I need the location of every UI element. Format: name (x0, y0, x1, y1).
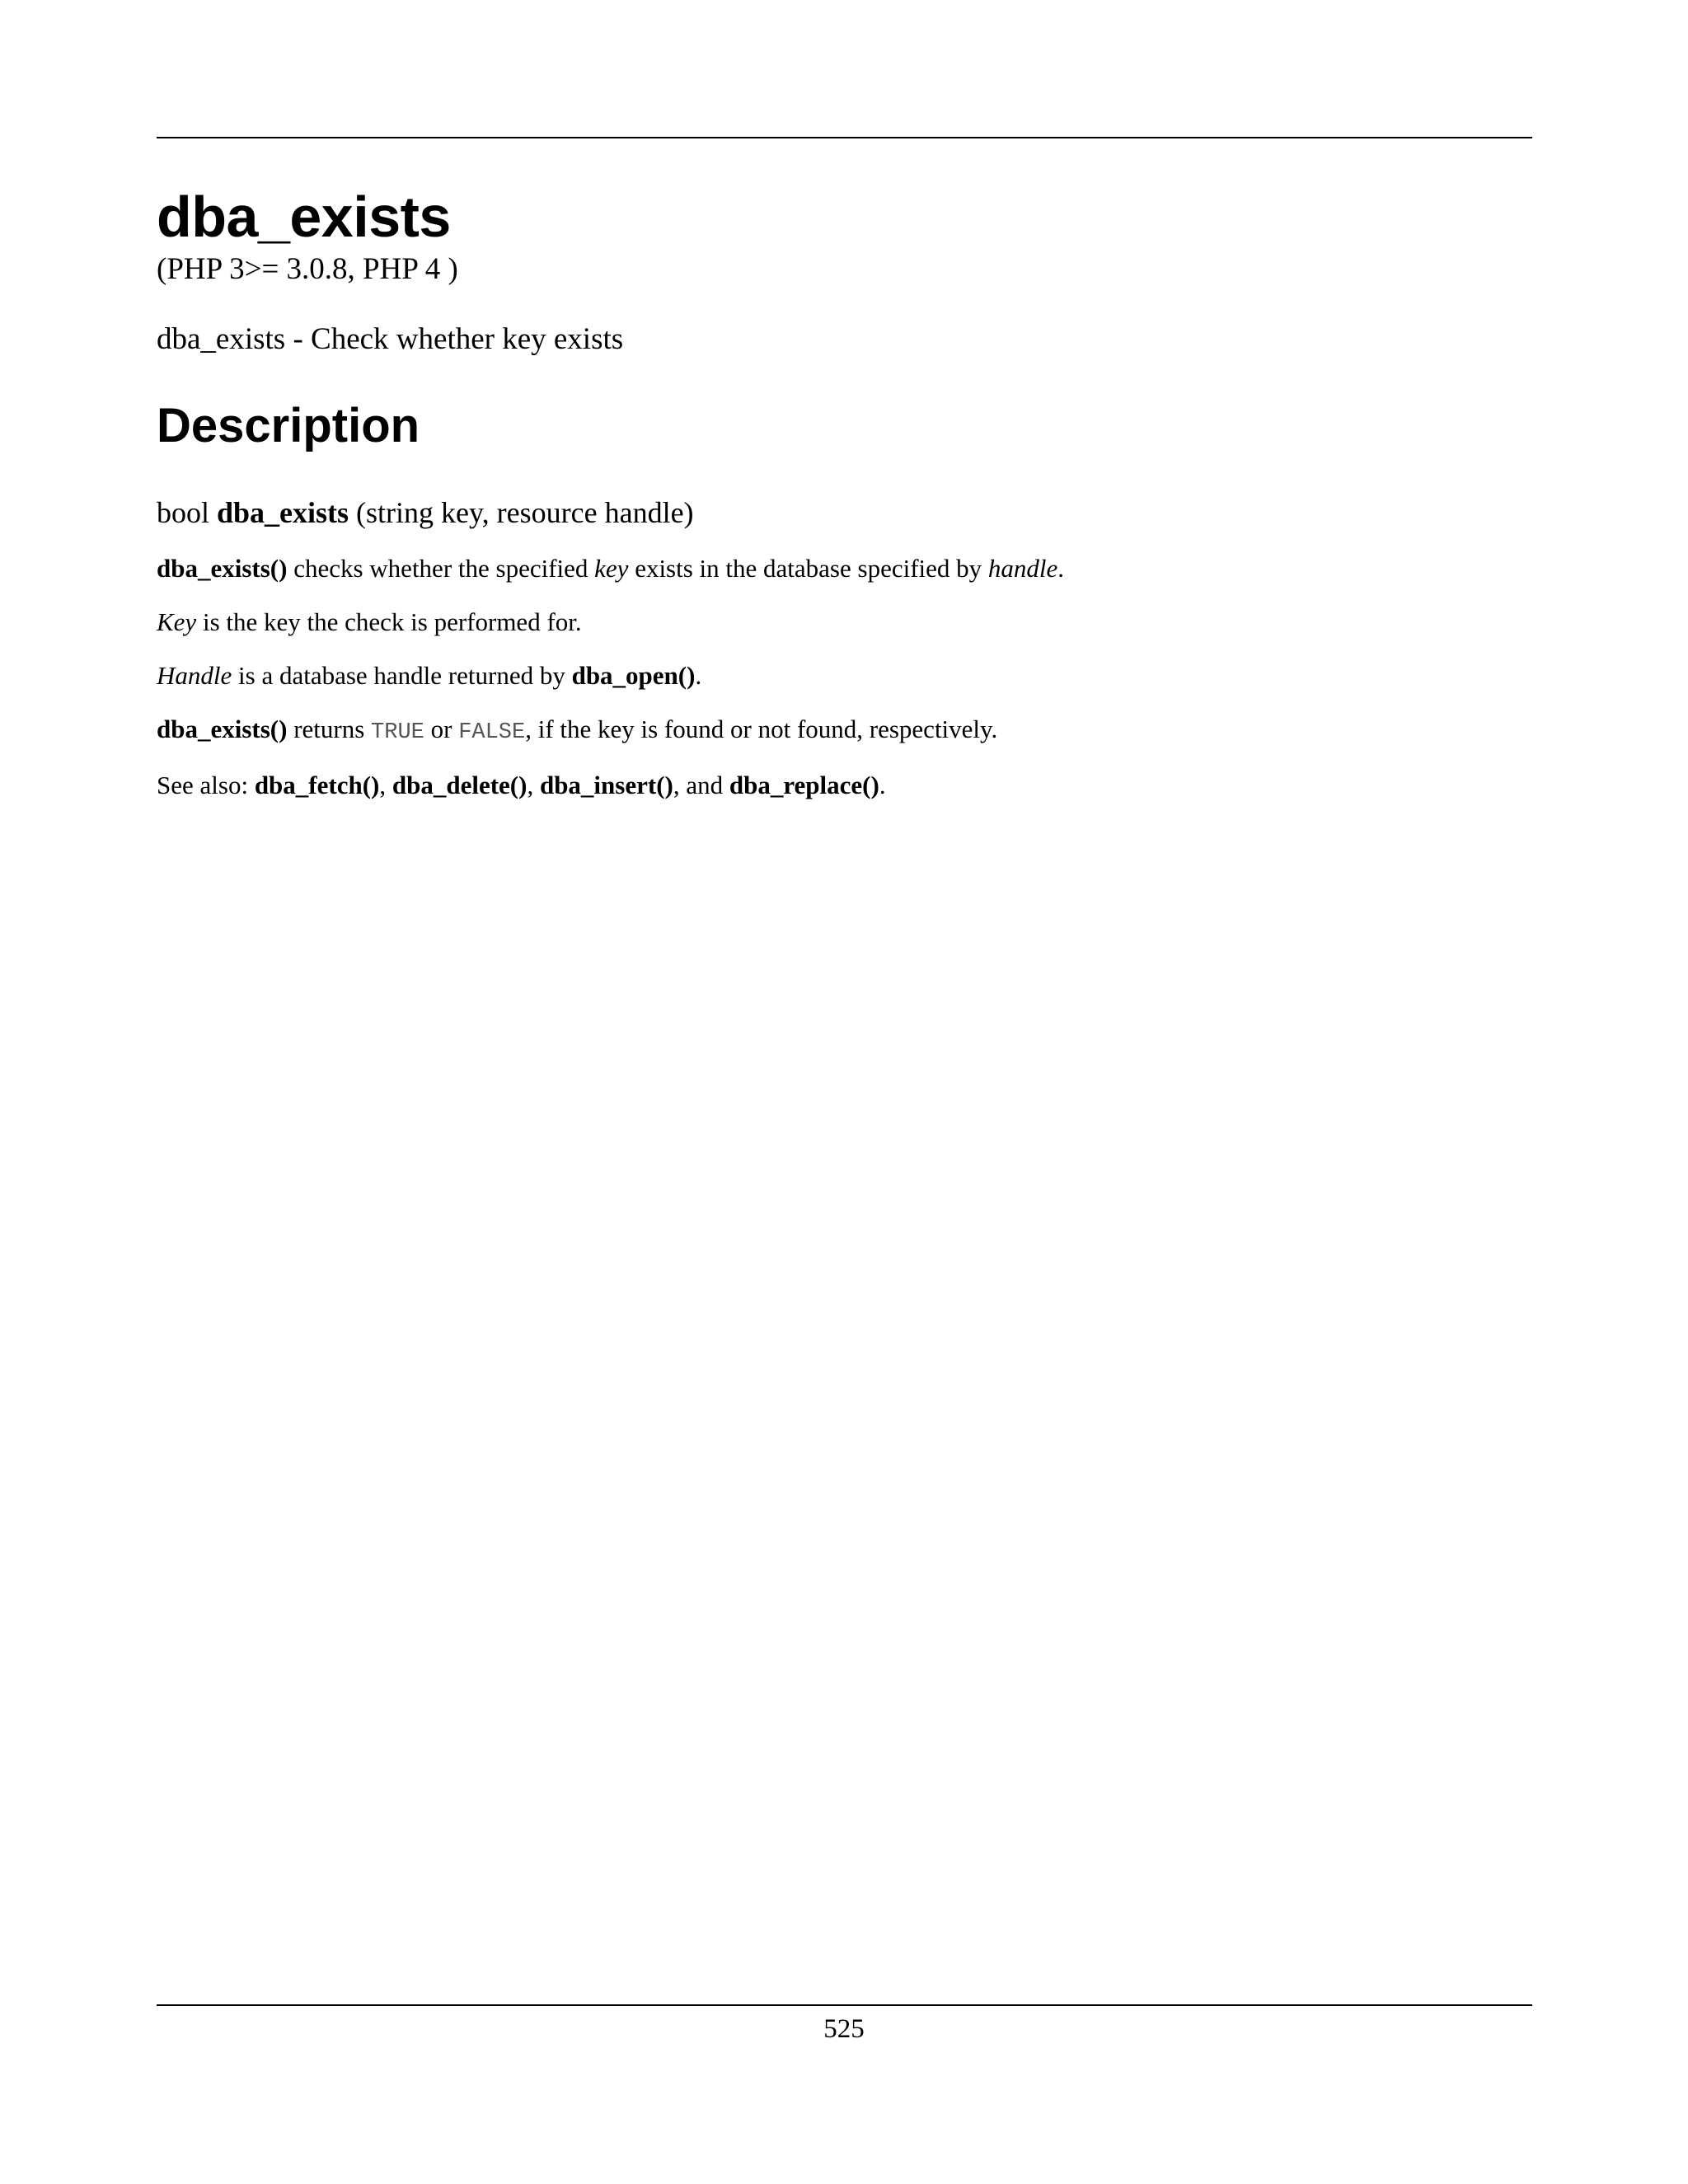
link-dba-delete[interactable]: dba_delete() (392, 771, 528, 799)
paragraph-text: . (1057, 554, 1065, 583)
link-dba-replace[interactable]: dba_replace() (729, 771, 879, 799)
manual-entry (157, 185, 1532, 799)
paragraph-text: is a database handle returned by (232, 661, 572, 690)
paragraph-text: or (424, 715, 459, 743)
footer-rule (157, 2004, 1532, 2006)
function-synopsis (157, 498, 1532, 527)
link-dba-open[interactable]: dba_open() (571, 661, 696, 690)
link-dba-insert[interactable]: dba_insert() (539, 771, 673, 799)
see-also-paragraph (157, 772, 1532, 798)
param-handle-term: Handle (157, 661, 232, 690)
version-info: (PHP 3>= 3.0.8, PHP 4 ) (157, 252, 458, 286)
paragraph-text: exists in the database specified by (628, 554, 988, 583)
section-title-description: Description (157, 399, 420, 452)
synopsis-params: (string key, resource handle) (356, 496, 694, 529)
paragraph-text: , if the key is found or not found, respectively. (525, 715, 998, 743)
param-handle: handle (987, 554, 1058, 583)
description-paragraph (157, 555, 1532, 581)
return-paragraph (157, 716, 1532, 744)
constant-true: TRUE (371, 720, 424, 745)
param-key-term: Key (157, 607, 197, 636)
paragraph-text: checks whether the specified (287, 554, 595, 583)
paragraph-text: is the key the check is performed for. (196, 607, 582, 636)
constant-false: FALSE (458, 720, 526, 745)
separator: , (379, 771, 392, 799)
see-also-label: See also: (157, 771, 255, 799)
separator: , and (673, 771, 729, 799)
return-type: bool (157, 496, 210, 529)
synopsis-function-name: dba_exists (217, 496, 349, 529)
paragraph-text: . (695, 661, 702, 690)
paragraph-text: returns (287, 715, 372, 743)
separator: , (527, 771, 540, 799)
function-ref: dba_exists() (157, 554, 288, 583)
page-number: 525 (823, 2014, 865, 2044)
handle-paragraph (157, 663, 1532, 688)
function-purpose: dba_exists - Check whether key exists (157, 322, 624, 356)
link-dba-fetch[interactable]: dba_fetch() (254, 771, 380, 799)
param-key: key (594, 554, 629, 583)
separator: . (879, 771, 886, 799)
function-ref: dba_exists() (157, 715, 288, 743)
key-paragraph (157, 609, 1532, 635)
header-rule (157, 137, 1532, 138)
function-title: dba_exists (157, 185, 451, 249)
